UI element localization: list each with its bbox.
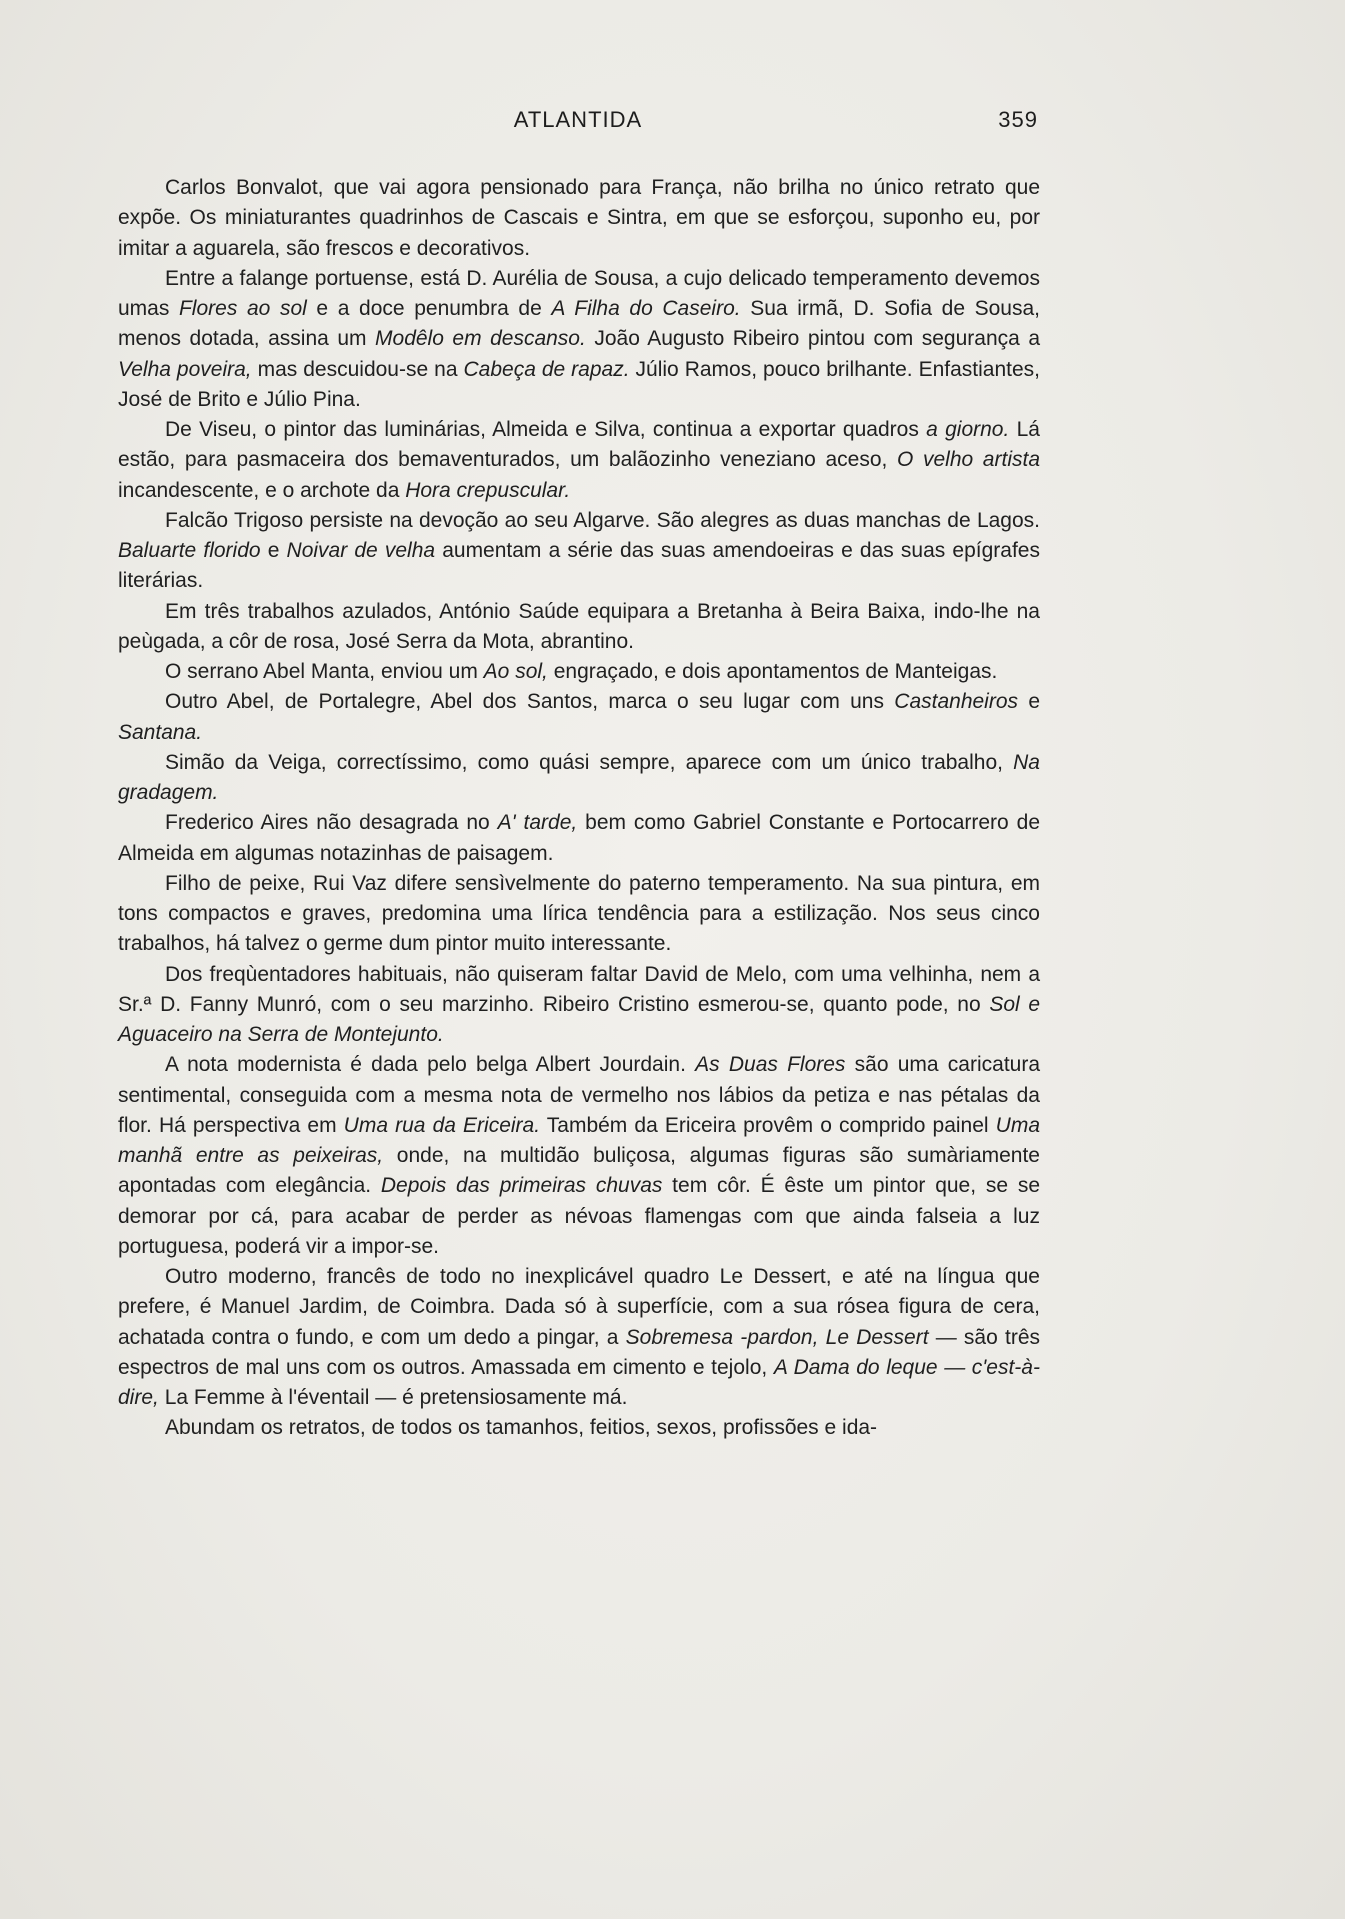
italic-title-text: a giorno. <box>926 418 1010 441</box>
italic-title-text: Hora crepuscular. <box>405 478 571 502</box>
paragraph-text: tem côr. É êste um pintor que, se se demorar por cá, para acabar de perder as névoas flamengas com que ainda falseia a luz portuguesa, poderá vir a impor-se. <box>118 1174 1041 1258</box>
italic-title-text: Baluarte florido <box>118 539 261 562</box>
italic-title-text: Santana. <box>118 720 203 744</box>
paragraph <box>118 869 1040 960</box>
paragraph <box>118 960 1040 1051</box>
paragraph-text: Filho de peixe, Rui Vaz difere sensìvelmente do paterno temperamento. Na sua pintura, em tons compactos e graves, predomina uma lírica tendência para a estilização. Nos seus cinco trabalhos, há talvez o germe dum pintor muito interessante. <box>118 871 1040 956</box>
paragraph <box>118 657 1040 687</box>
paragraph-text: O serrano Abel Manta, enviou um <box>165 660 484 683</box>
body-text <box>118 173 1040 1444</box>
italic-title-text: Sobremesa -pardon, Le Dessert <box>625 1325 929 1349</box>
paragraph-text: Sua irmã, D. Sofia de Sousa, menos dotada, assina um <box>118 297 1041 351</box>
italic-title-text: Cabeça de rapaz. <box>463 357 630 381</box>
paragraph-text: Lá estão, para pasmaceira dos bemaventurados, um balãozinho veneziano aceso, <box>118 418 1040 472</box>
italic-title-text: A Filha do Caseiro. <box>551 297 741 320</box>
journal-title: ATLANTIDA <box>513 107 643 132</box>
paragraph <box>118 1262 1040 1413</box>
italic-title-text: Na gradagem. <box>118 750 1040 804</box>
paragraph <box>118 597 1040 658</box>
paragraph <box>118 1050 1040 1262</box>
paragraph <box>118 687 1040 748</box>
paragraph-text: engraçado, e dois apontamentos de Manteigas. <box>547 660 998 683</box>
paragraph-text: — são três espectros de mal uns com os outros. Amassada em cimento e tejolo, <box>118 1325 1040 1379</box>
italic-title-text: Uma manhã entre as peixeiras, <box>118 1113 1041 1167</box>
paragraph-text: De Viseu, o pintor das luminárias, Almeida e Silva, continua a exportar quadros <box>165 418 927 441</box>
paragraph-text: Também da Ericeira provêm o comprido painel <box>540 1113 996 1137</box>
paragraph-text: e a doce penumbra de <box>306 297 552 320</box>
paragraph-text: Carlos Bonvalot, que vai agora pensionado para França, não brilha no único retrato que expõe. Os miniaturantes quadrinhos de Cascais e Sintra, em que se esforçou, suponho eu, por imitar a aguarela, são frescos e decorativos. <box>118 176 1040 260</box>
paragraph-text: e <box>1018 690 1040 714</box>
paragraph-text: Em três trabalhos azulados, António Saúde equipara a Bretanha à Beira Baixa, indo-lhe na peùgada, a côr de rosa, José Serra da Mota, abrantino. <box>118 599 1040 653</box>
paragraph-text: Simão da Veiga, correctíssimo, como quási sempre, aparece com um único trabalho, <box>165 750 1014 774</box>
paragraph-text: Falcão Trigoso persiste na devoção ao seu Algarve. São alegres as duas manchas de Lagos. <box>165 508 1040 532</box>
paragraph-text: Abundam os retratos, de todos os tamanhos, feitios, sexos, profissões e ida- <box>165 1416 878 1440</box>
italic-title-text: A Dama do leque — c'est-à-dire, <box>118 1355 1040 1409</box>
paragraph <box>118 808 1040 869</box>
paragraph <box>118 173 1040 264</box>
italic-title-text: Uma rua da Ericeira. <box>343 1113 541 1137</box>
paragraph-text: incandescente, e o archote da <box>118 478 406 502</box>
paragraph-text: mas descuidou-se na <box>251 357 464 381</box>
paragraph-text: A nota modernista é dada pelo belga Albert Jourdain. <box>165 1053 696 1077</box>
paragraph-text: Entre a falange portuense, está D. Aurélia de Sousa, a cujo delicado temperamento devemos umas <box>118 266 1040 320</box>
paragraph <box>118 1413 1040 1443</box>
paragraph-text: João Augusto Ribeiro pintou com segurança a <box>585 327 1040 351</box>
italic-title-text: Castanheiros <box>894 690 1019 714</box>
paragraph-text: Júlio Ramos, pouco brilhante. Enfastiantes, José de Brito e Júlio Pina. <box>118 357 1040 411</box>
italic-title-text: Modêlo em descanso. <box>375 327 586 351</box>
italic-title-text: A' tarde, <box>497 811 578 835</box>
italic-title-text: Sol e Aguaceiro na Serra de Montejunto. <box>118 992 1040 1046</box>
paragraph <box>118 415 1040 506</box>
italic-title-text: Noivar de velha <box>286 539 436 562</box>
italic-title-text: O velho artista <box>897 448 1040 472</box>
paragraph <box>118 506 1040 597</box>
page-number: 359 <box>998 107 1038 132</box>
paragraph <box>118 264 1040 415</box>
paragraph-text: Outro moderno, francês de todo no inexplicável quadro Le Dessert, e até na língua que prefere, é Manuel Jardim, de Coimbra. Dada só à superfície, com a sua rósea figura de cera, achatada contra o fundo, e com um dedo a pingar, a <box>118 1265 1040 1349</box>
paragraph-text: Dos freqùentadores habituais, não quiseram faltar David de Melo, com uma velhinha, nem a Sr.ª D. Fanny Munró, com o seu marzinho. Ribeiro Cristino esmerou-se, quanto pode, no <box>118 962 1040 1016</box>
italic-title-text: Depois das primeiras chuvas <box>380 1174 663 1198</box>
paragraph-text: Outro Abel, de Portalegre, Abel dos Santos, marca o seu lugar com uns <box>165 690 895 714</box>
italic-title-text: As Duas Flores <box>695 1053 846 1077</box>
paragraph-text: Frederico Aires não desagrada no <box>165 811 498 835</box>
italic-title-text: Flores ao sol <box>178 297 307 320</box>
paragraph-text: e <box>260 539 287 562</box>
paragraph-text: bem como Gabriel Constante e Portocarrero de Almeida em algumas notazinhas de paisagem. <box>118 811 1040 865</box>
italic-title-text: Ao sol, <box>483 660 548 683</box>
paragraph-text: são uma caricatura sentimental, conseguida com a mesma nota de vermelho nos lábios da petiza e nas pétalas da flor. Há perspectiva em <box>118 1053 1040 1137</box>
paragraph <box>118 748 1040 809</box>
paragraph-text: onde, na multidão buliçosa, algumas figuras são sumàriamente apontadas com elegância. <box>118 1144 1040 1198</box>
italic-title-text: Velha poveira, <box>118 357 252 381</box>
paragraph-text: aumentam a série das suas amendoeiras e das suas epígrafes literárias. <box>118 539 1040 593</box>
paragraph-text: La Femme à l'éventail — é pretensiosamente má. <box>158 1386 628 1409</box>
running-header <box>118 107 1038 141</box>
